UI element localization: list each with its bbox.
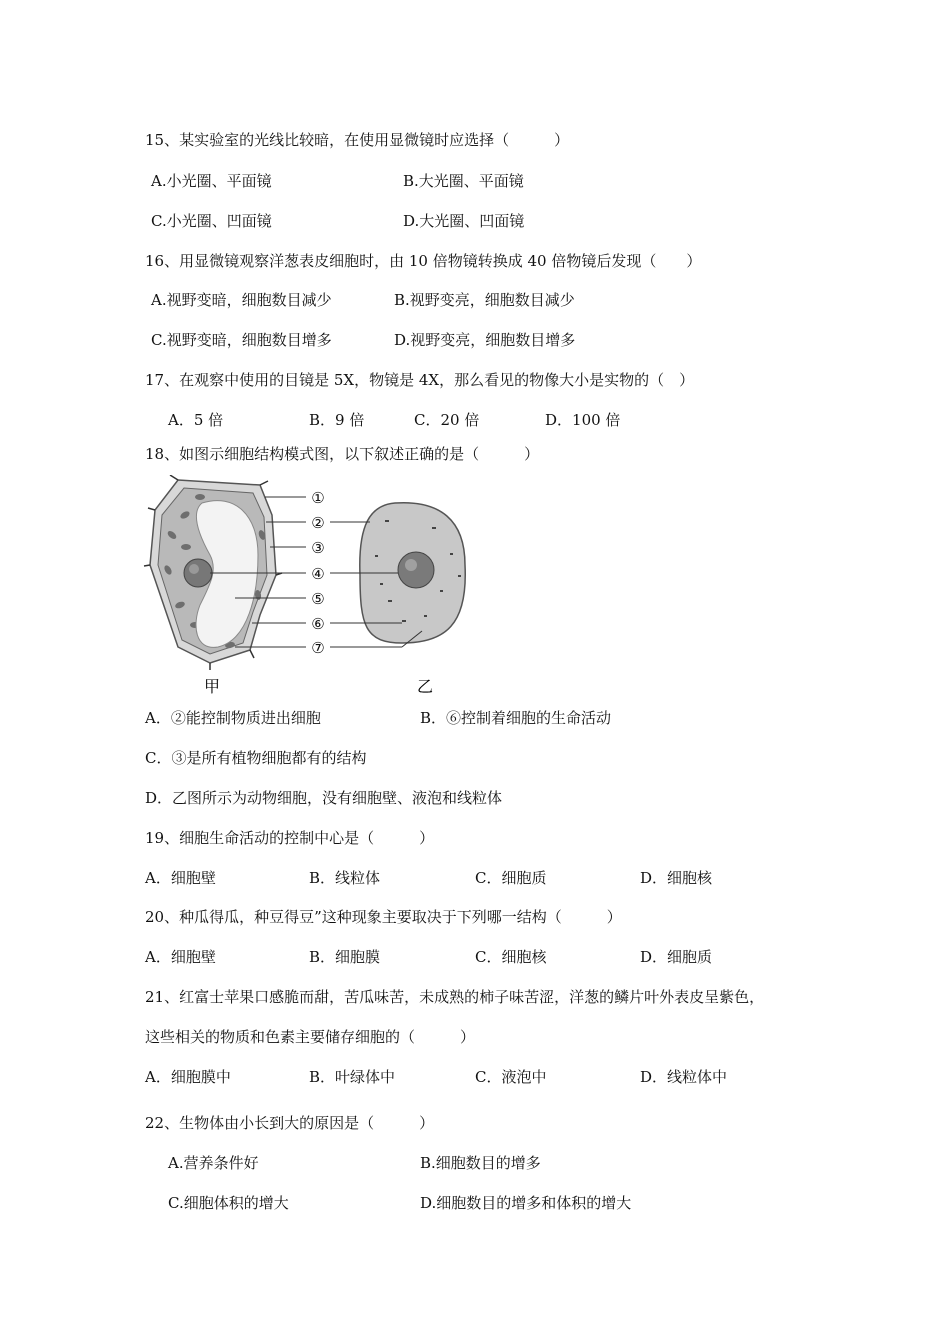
q22-option-a: A.营养条件好 — [168, 1154, 259, 1172]
marker-1: ① — [311, 489, 325, 507]
marker-3: ③ — [311, 539, 325, 557]
q16-option-c: C.视野变暗，细胞数目增多 — [151, 331, 332, 349]
question-22-stem: 22、生物体由小长到大的原因是（ ） — [145, 1114, 435, 1132]
figure-label-yi: 乙 — [416, 677, 434, 696]
question-19-stem: 19、细胞生命活动的控制中心是（ ） — [145, 829, 435, 847]
q15-option-b: B.大光圈、平面镜 — [403, 172, 524, 190]
q22-option-b: B.细胞数目的增多 — [420, 1154, 541, 1172]
q15-option-a: A.小光圈、平面镜 — [151, 172, 272, 190]
q20-option-d: D．细胞质 — [640, 948, 713, 966]
question-20-stem: 20、种瓜得瓜，种豆得豆”这种现象主要取决于下列哪一结构（ ） — [145, 908, 622, 926]
q20-option-c: C．细胞核 — [475, 948, 547, 966]
question-15-stem: 15、某实验室的光线比较暗，在使用显微镜时应选择（ ） — [145, 131, 570, 149]
marker-7: ⑦ — [311, 639, 325, 657]
q15-option-c: C.小光圈、凹面镜 — [151, 212, 272, 230]
q18-option-d: D．乙图所示为动物细胞，没有细胞壁、液泡和线粒体 — [145, 789, 503, 807]
q19-option-c: C．细胞质 — [475, 869, 547, 887]
q16-option-d: D.视野变亮，细胞数目增多 — [394, 331, 576, 349]
q17-option-b: B．9 倍 — [309, 411, 365, 429]
q21-option-b: B．叶绿体中 — [309, 1068, 396, 1086]
q22-option-c: C.细胞体积的增大 — [168, 1194, 289, 1212]
cell-structure-diagram — [140, 475, 480, 700]
q19-option-a: A．细胞壁 — [145, 869, 216, 887]
marker-6: ⑥ — [311, 615, 325, 633]
q19-option-d: D．细胞核 — [640, 869, 713, 887]
q17-option-a: A．5 倍 — [168, 411, 224, 429]
question-16-stem: 16、用显微镜观察洋葱表皮细胞时，由 10 倍物镜转换成 40 倍物镜后发现（ ） — [145, 252, 702, 270]
animal-cell-nucleus — [398, 552, 434, 588]
q18-option-b: B．⑥控制着细胞的生命活动 — [420, 709, 612, 727]
q21-option-c: C．液泡中 — [475, 1068, 547, 1086]
q17-option-c: C．20 倍 — [414, 411, 480, 429]
marker-4: ④ — [311, 565, 325, 583]
question-18-stem: 18、如图示细胞结构模式图，以下叙述正确的是（ ） — [145, 445, 540, 463]
plant-cell-nucleus — [184, 559, 212, 587]
q19-option-b: B．线粒体 — [309, 869, 381, 887]
q21-option-d: D．线粒体中 — [640, 1068, 728, 1086]
q20-option-a: A．细胞壁 — [145, 948, 216, 966]
q21-option-a: A．细胞膜中 — [145, 1068, 231, 1086]
q22-option-d: D.细胞数目的增多和体积的增大 — [420, 1194, 632, 1212]
q20-option-b: B．细胞膜 — [309, 948, 381, 966]
q18-option-a: A．②能控制物质进出细胞 — [145, 709, 321, 727]
marker-2: ② — [311, 514, 325, 532]
q15-option-d: D.大光圈、凹面镜 — [403, 212, 525, 230]
question-21-stem-line1: 21、红富士苹果口感脆而甜，苦瓜味苦，未成熟的柿子味苦涩，洋葱的鳞片叶外表皮呈紫色， — [145, 988, 765, 1006]
q16-option-a: A.视野变暗，细胞数目减少 — [151, 291, 332, 309]
question-21-stem-line2: 这些相关的物质和色素主要储存细胞的（ ） — [145, 1028, 476, 1046]
marker-5: ⑤ — [311, 590, 325, 608]
question-17-stem: 17、在观察中使用的目镜是 5X，物镜是 4X，那么看见的物像大小是实物的（ ） — [145, 371, 695, 389]
q18-option-c: C．③是所有植物细胞都有的结构 — [145, 749, 367, 767]
figure-label-jia: 甲 — [203, 677, 221, 696]
q16-option-b: B.视野变亮，细胞数目减少 — [394, 291, 575, 309]
q17-option-d: D．100 倍 — [545, 411, 621, 429]
